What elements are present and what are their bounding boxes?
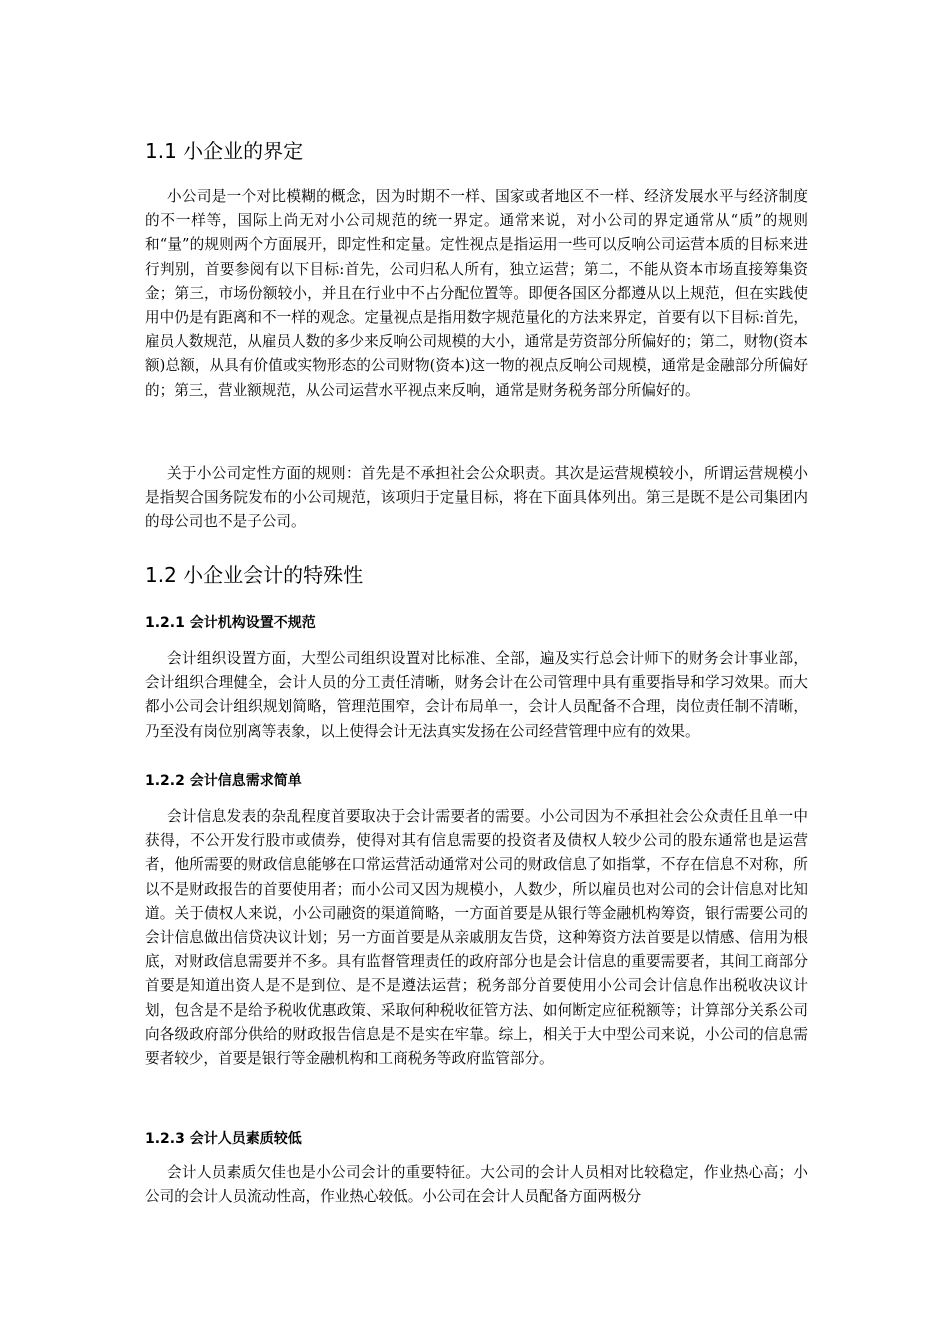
paragraph-accounting-organization: 会计组织设置方面，大型公司组织设置对比标准、全部，遍及实行总会计师下的财务会计事业部，会计组织合理健全，会计人员的分工责任清晰，财务会计在公司管理中具有重要指导和学习效果。而大都小公司会计组织规划简略，管理范围窄，会计布局单一，会计人员配备不合理，岗位责任制不清晰，乃至没有岗位别离等表象，以上使得会计无法真实发扬在公司经营管理中应有的效果。 xyxy=(145,650,808,740)
paragraph-small-enterprise-definition: 小公司是一个对比模糊的概念，因为时期不一样、国家或者地区不一样、经济发展水平与经济制度的不一样等，国际上尚无对小公司规范的统一界定。通常来说，对小公司的界定通常从“质”的规则和“量”的规则两个方面展开，即定性和定量。定性视点是指运用一些可以反响公司运营本质的目标来进行判别，首要参阅有以下目标:首先，公司归私人所有，独立运营；第二，不能从资本市场直接筹集资金；第三，市场份额较小，并且在行业中不占分配位置等。即便各国区分都遵从以上规范，但在实践使用中仍是有距离和不一样的观念。定量视点是指用数字规范量化的方法来界定，首要有以下目标:首先，雇员人数规范，从雇员人数的多少来反响公司规模的大小，通常是劳资部分所偏好的；第二，财物(资本额)总额，从具有价值或实物形态的公司财物(资本)这一物的视点反响公司规模，通常是金融部分所偏好的；第三，营业额规范，从公司运营水平视点来反响，通常是财务税务部分所偏好的。 xyxy=(145,188,808,399)
subsection-heading-1-2-1: 1.2.1 会计机构设置不规范 xyxy=(145,615,316,631)
subsection-heading-1-2-2: 1.2.2 会计信息需求简单 xyxy=(145,773,302,789)
paragraph-qualitative-rules: 关于小公司定性方面的规则：首先是不承担社会公众职责。其次是运营规模较小，所谓运营规模小是指契合国务院发布的小公司规范，该项归于定量目标，将在下面具体列出。第三是既不是公司集团内的母公司也不是子公司。 xyxy=(145,465,808,531)
subsection-heading-1-2-3: 1.2.3 会计人员素质较低 xyxy=(145,1131,302,1147)
section-heading-1-2: 1.2 小企业会计的特殊性 xyxy=(145,563,364,587)
paragraph-accountant-quality: 会计人员素质欠佳也是小公司会计的重要特征。大公司的会计人员相对比较稳定，作业热心高；小公司的会计人员流动性高，作业热心较低。小公司在会计人员配备方面两极分 xyxy=(145,1164,808,1206)
section-heading-1-1: 1.1 小企业的界定 xyxy=(145,139,304,163)
paragraph-information-demand: 会计信息发表的杂乱程度首要取决于会计需要者的需要。小公司因为不承担社会公众责任且单一中获得，不公开发行股市或债券，使得对其有信息需要的投资者及债权人较少公司的股东通常也是运营者，他所需要的财政信息能够在口常运营活动通常对公司的财政信息了如指掌，不存在信息不对称，所以不是财政报告的首要使用者；而小公司又因为规模小，人数少，所以雇员也对公司的会计信息对比知道。关于债权人来说，小公司融资的渠道简略，一方面首要是从银行等金融机构筹资，银行需要公司的会计信息做出信贷决议计划；另一方面首要是从亲戚朋友告贷，这种筹资方法首要是以情感、信用为根底，对财政信息需要并不多。具有监督管理责任的政府部分也是会计信息的重要需要者，其间工商部分首要是知道出资人是不是到位、是不是遵法运营；税务部分首要使用小公司会计信息作出税收决议计划，包含是不是给予税收优惠政策、采取何种税收征管方法、如何断定应征税额等；计算部分关系公司向各级政府部分供给的财政报告信息是不是实在牢靠。综上，相关于大中型公司来说，小公司的信息需要者较少，首要是银行等金融机构和工商税务等政府监管部分。 xyxy=(145,808,808,1068)
